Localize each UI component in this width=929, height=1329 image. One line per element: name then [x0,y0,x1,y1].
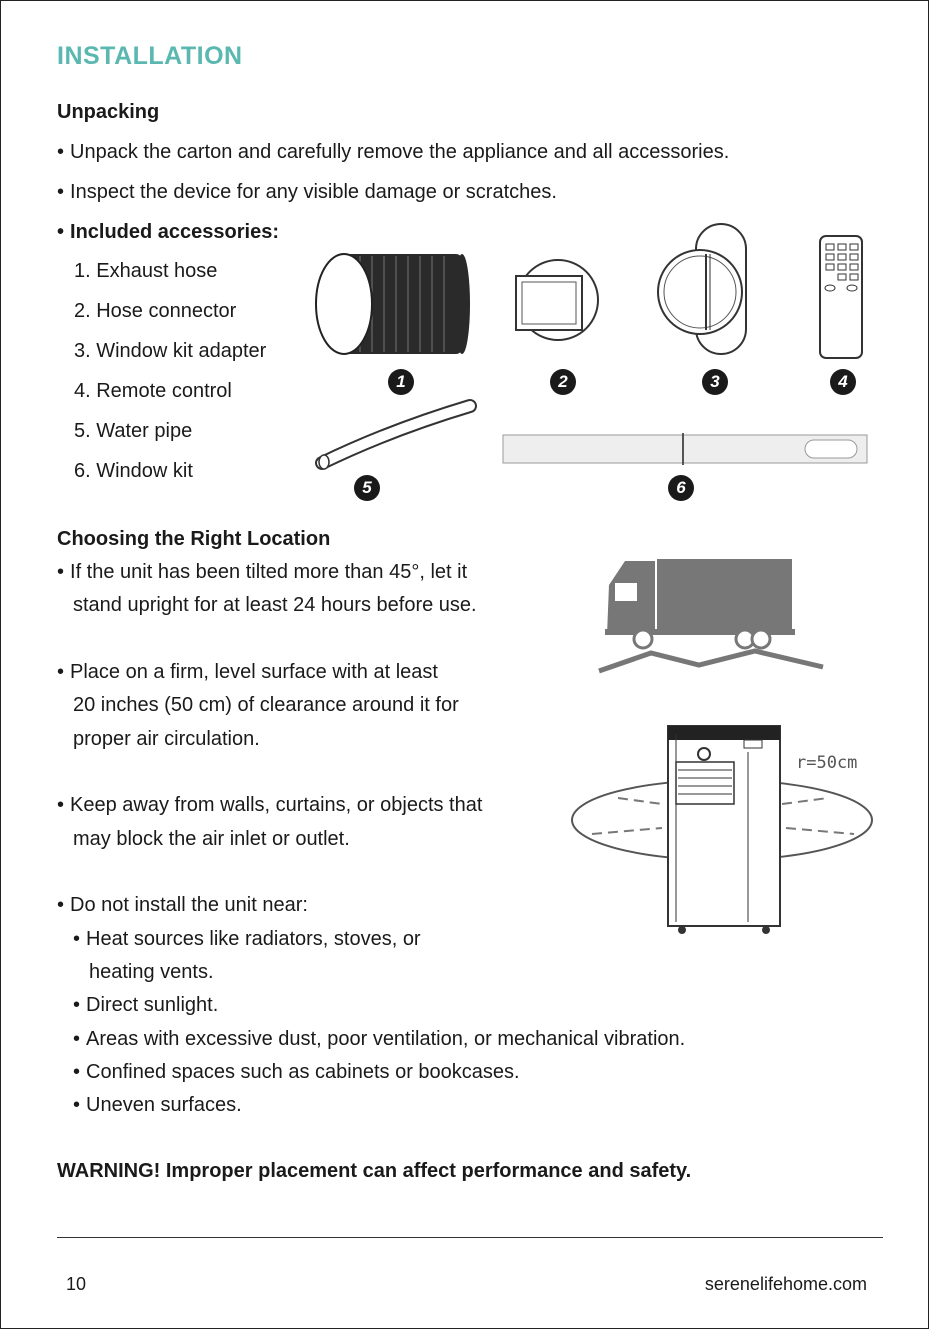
warning-text: WARNING! Improper placement can affect performance and safety. [57,1160,692,1182]
avoid-intro: • Do not install the unit near: [57,889,308,923]
tilt-bullet-line: • If the unit has been tilted more than 45°, let it [57,556,467,590]
accessory-item: 5. Water pipe [74,420,193,442]
avoid-item: heating vents. [89,961,214,983]
window-kit-icon [503,433,867,465]
accessory-item: 2. Hose connector [74,300,237,322]
uneven-ground-line [599,651,823,671]
truck-icon [605,559,795,648]
avoid-item: • Confined spaces such as cabinets or bookcases. [73,1056,520,1090]
figure-number-badge: 4 [830,369,856,395]
avoid-item: • Uneven surfaces. [73,1089,242,1123]
avoid-item: • Areas with excessive dust, poor ventilation, or mechanical vibration. [73,1023,685,1057]
location-heading: Choosing the Right Location [57,528,331,550]
page-number: 10 [66,1274,87,1294]
page-title: INSTALLATION [57,42,243,70]
tilted-truck-illustration [595,555,830,675]
avoid-item: • Direct sunlight. [73,989,218,1023]
figure-number-badge: 2 [550,369,576,395]
hose-connector-icon [516,260,598,340]
ac-clearance-illustration [570,722,875,940]
figure-number-badge: 3 [702,369,728,395]
accessory-item: 3. Window kit adapter [74,340,267,362]
exhaust-hose-icon [316,254,470,354]
accessory-item: 1. Exhaust hose [74,260,218,282]
accessory-item: 4. Remote control [74,380,232,402]
surface-bullet-line: • Place on a firm, level surface with at least [57,656,438,690]
unpacking-bullet: • Inspect the device for any visible damage or scratches. [57,176,557,210]
surface-bullet-line: proper air circulation. [73,728,260,750]
figure-number-badge: 5 [354,475,380,501]
window-kit-adapter-icon [658,224,746,354]
water-pipe-icon [319,406,470,469]
air-conditioner-icon [668,726,780,934]
website-link[interactable]: serenelifehome.com [704,1274,867,1294]
figure-number-badge: 1 [388,369,414,395]
avoid-item: • Heat sources like radiators, stoves, or [73,923,421,957]
footer-divider [57,1237,883,1238]
unpacking-heading: Unpacking [57,101,160,123]
surface-bullet-line: 20 inches (50 cm) of clearance around it for [73,694,459,716]
figure-number-badge: 6 [668,475,694,501]
accessory-item: 6. Window kit [74,460,193,482]
walls-bullet-line: may block the air inlet or outlet. [73,828,350,850]
accessories-label: • Included accessories: [57,216,279,250]
accessories-illustration [300,220,900,510]
walls-bullet-line: • Keep away from walls, curtains, or objects that [57,789,482,823]
tilt-bullet-line: stand upright for at least 24 hours before use. [73,594,477,616]
remote-control-icon [820,236,862,358]
unpacking-bullet: • Unpack the carton and carefully remove the appliance and all accessories. [57,136,729,170]
radius-label: r=50cm [796,753,858,773]
